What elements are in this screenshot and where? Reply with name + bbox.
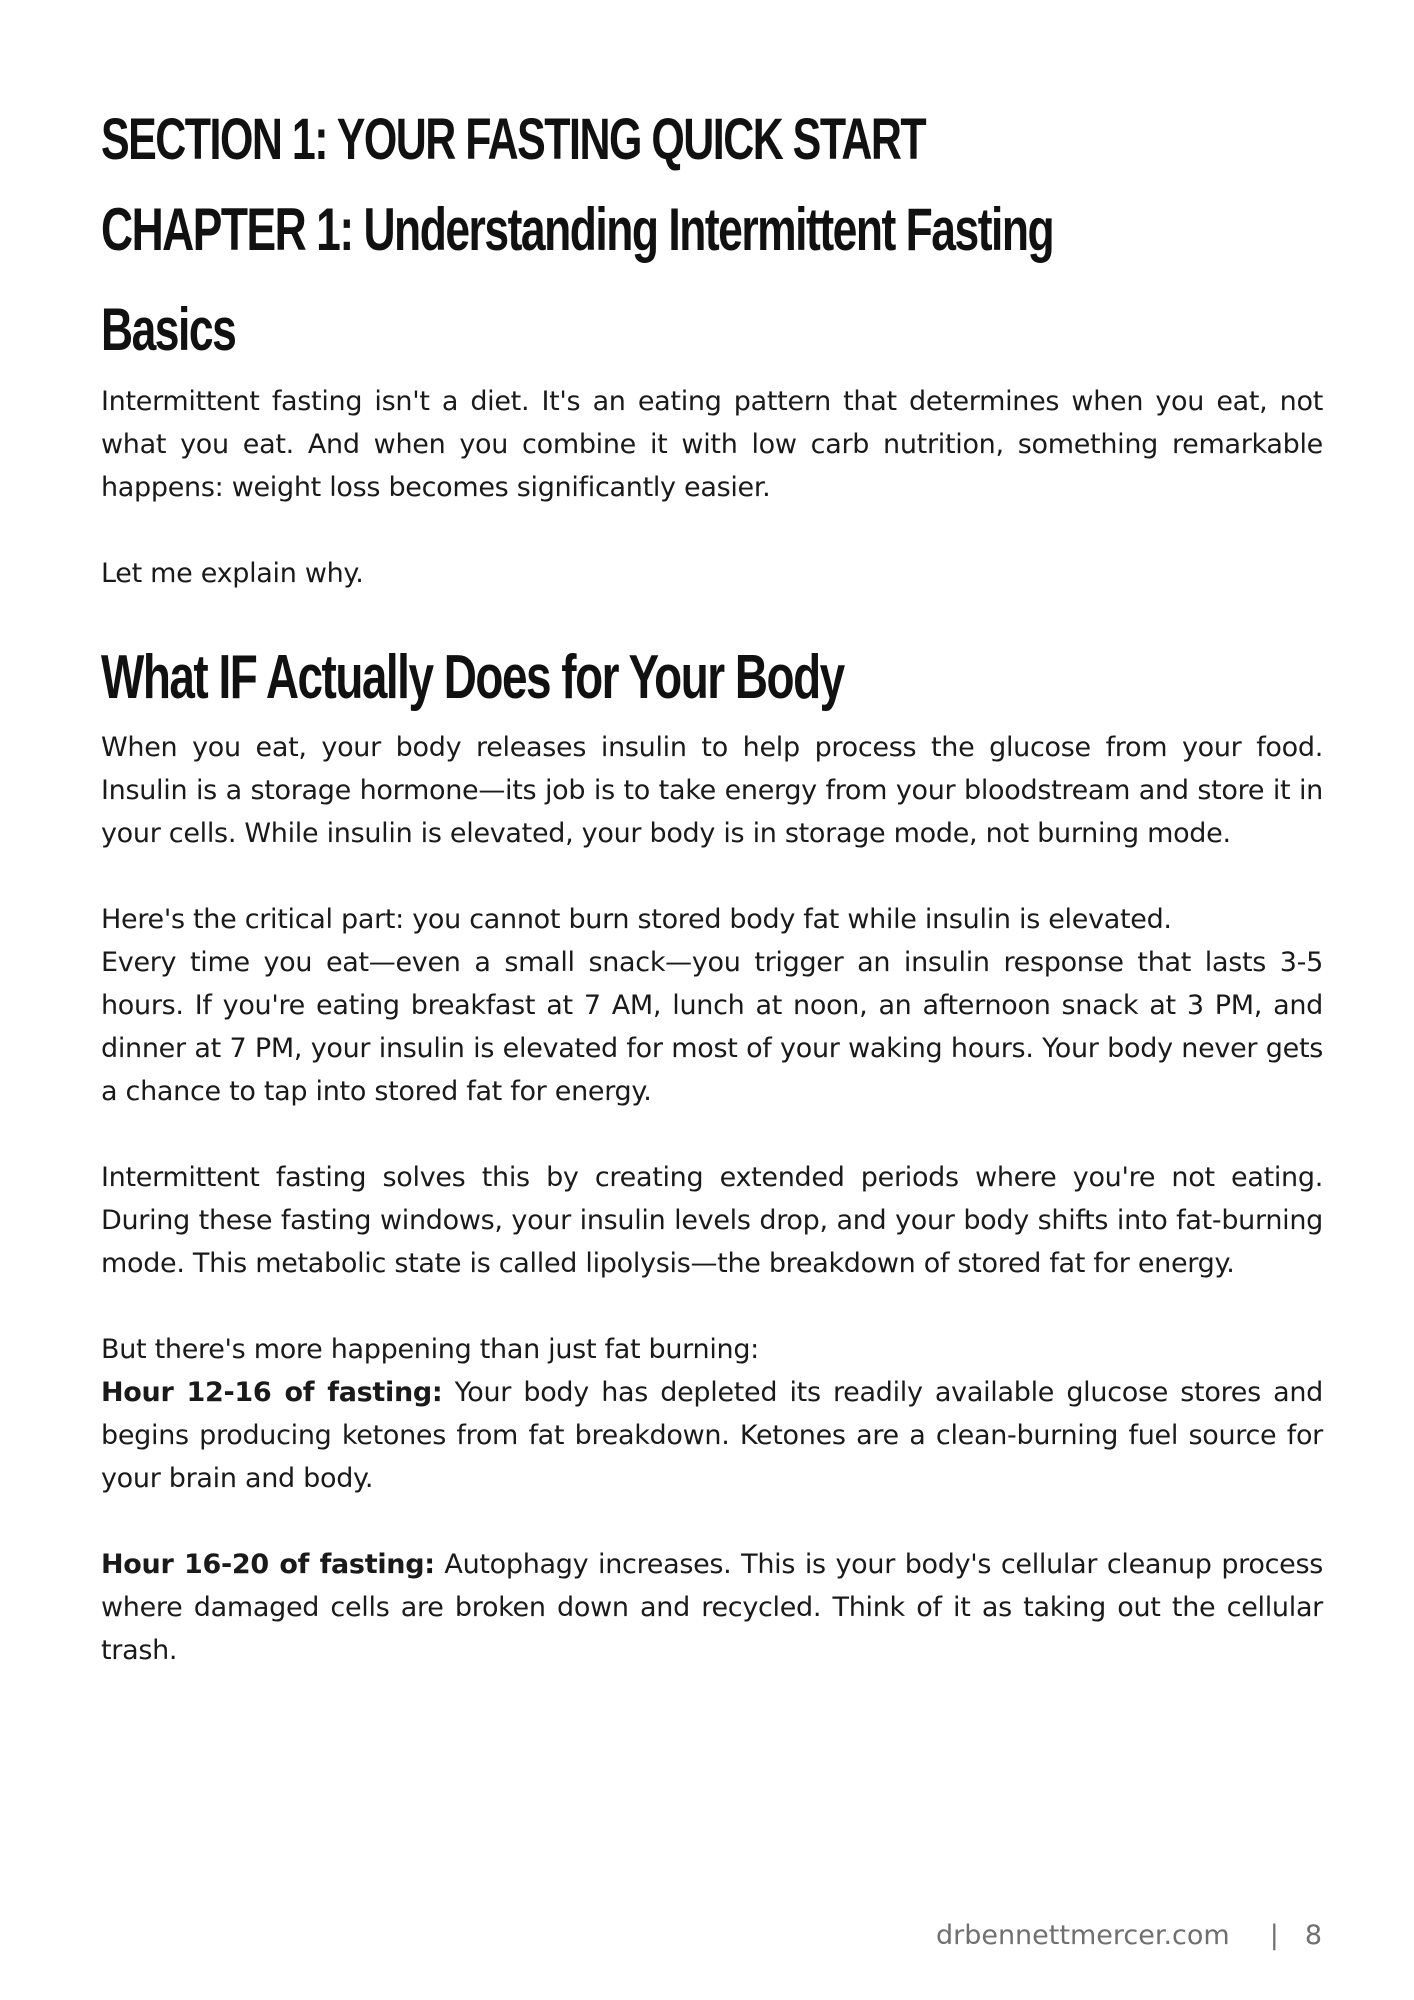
page-content [101,100,1323,1715]
intro-paragraph: Intermittent fasting isn't a diet. It's an eating pattern that determines when you eat, not what you eat. And when you combine it with low carb nutrition, something remarkable happens: weight loss becomes significantly easier. [101,386,1323,503]
body-paragraph-more: But there's more happening than just fat burning: [101,1334,759,1365]
hour-16-20-paragraph [101,1543,1323,1672]
hour-label: Hour 12-16 of fasting: [101,1377,443,1408]
hour-text: Your body has depleted its readily available glucose stores and begins producing ketones from fat breakdown. Ketones are a clean-burning fuel source for your brain and body. [101,1377,1324,1494]
page-number: 8 [1304,1920,1322,1951]
body-paragraph-critical: Here's the critical part: you cannot burn stored body fat while insulin is elevated. [101,904,1172,935]
footer-separator: | [1269,1920,1279,1951]
section-title: SECTION 1: YOUR FASTING QUICK START [101,107,926,172]
body-paragraph-insulin: When you eat, your body releases insulin to help process the glucose from your food. Insulin is a storage hormone—its job is to take energy from your bloodstream and store it in your cells. While insulin is elevated, your body is in storage mode, not burning mode. [101,732,1323,849]
hour-text: Autophagy increases. This is your body's cellular cleanup process where damaged cells are broken down and recycled. Think of it as taking out the cellular trash. [101,1549,1323,1666]
hour-12-16-paragraph [101,1371,1323,1500]
body-paragraph-fasting: Intermittent fasting solves this by creating extended periods where you're not eating. During these fasting windows, your insulin levels drop, and your body shifts into fat-burning mode. This metabolic state is called lipolysis—the breakdown of stored fat for energy. [101,1162,1323,1279]
subsection-title: What IF Actually Does for Your Body [101,643,844,712]
chapter-title: CHAPTER 1: Understanding Intermittent Fasting Basics [101,196,1054,363]
page-footer [936,1920,1322,1951]
footer-website: drbennettmercer.com [935,1920,1230,1951]
hour-label: Hour 16-20 of fasting: [101,1549,435,1580]
body-paragraph-snack: Every time you eat—even a small snack—you trigger an insulin response that lasts 3-5 hours. If you're eating breakfast at 7 AM, lunch at noon, an afternoon snack at 3 PM, and dinner at 7 PM, your insulin is elevated for most of your waking hours. Your body never gets a chance to tap into stored fat for energy. [101,947,1323,1107]
intro-paragraph-2: Let me explain why. [101,558,364,589]
